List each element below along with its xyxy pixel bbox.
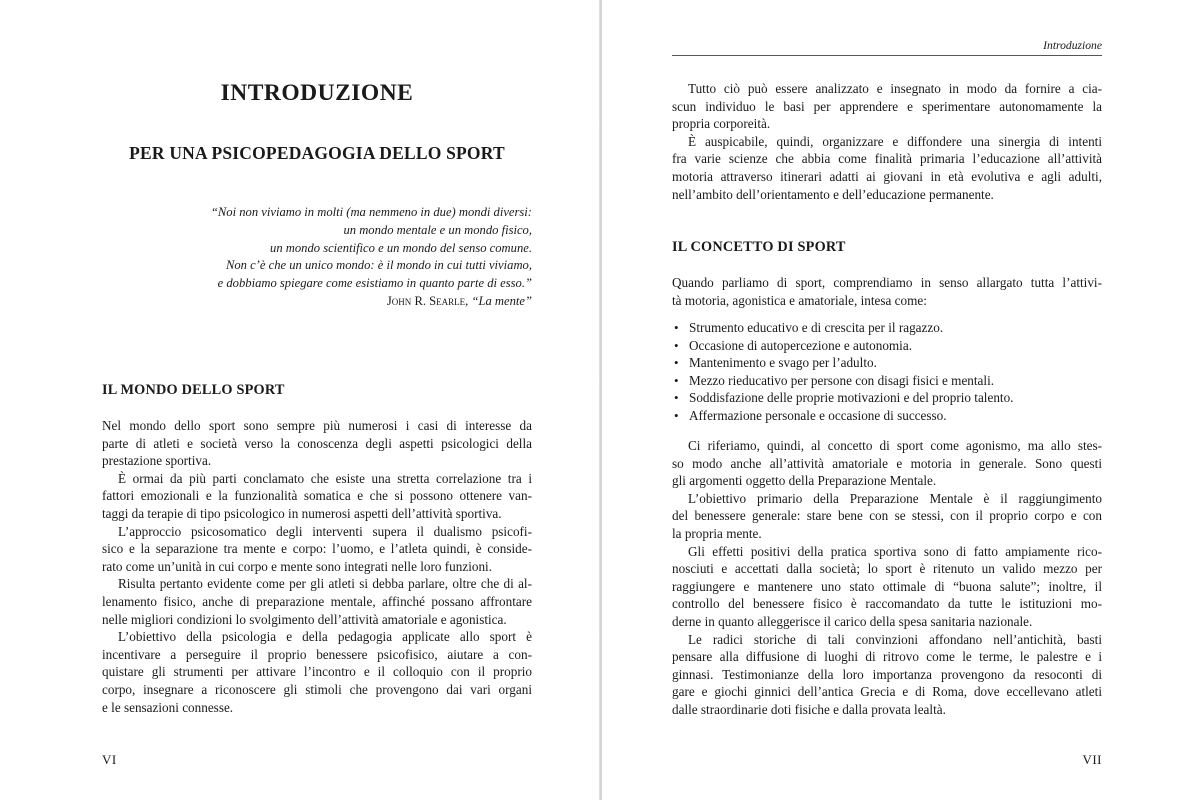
text-line: gli argomenti oggetto della Preparazione Mentale. [672, 473, 937, 489]
paragraph [102, 417, 532, 470]
text-line: fra varie scienze che abbia come finalità primaria l’educazione all’attività [672, 151, 1102, 167]
bullet-item: • Soddisfazione delle proprie motivazioni e del proprio talento. [672, 389, 1102, 407]
paragraph [672, 80, 1102, 133]
section-heading-mondo-sport: IL MONDO DELLO SPORT [102, 382, 285, 398]
text-line: Gli effetti positivi della pratica sportiva sono di fatto ampiamente rico- [688, 543, 1102, 559]
text-line: lenamento fisico, anche di preparazione mentale, affinché possano affrontare [102, 593, 532, 609]
running-head-rule [672, 55, 1102, 56]
text-line: Ci riferiamo, quindi, al concetto di sport come agonismo, ma allo stes- [688, 438, 1102, 453]
paragraph [672, 133, 1102, 203]
page-number: VI [102, 752, 117, 767]
text-line: Tutto ciò può essere analizzato e insegnato in modo da fornire a cia- [688, 81, 1102, 96]
text-line: fattori emozionali e la funzionalità somatica e che si possono ottenere van- [102, 488, 532, 504]
paragraph [102, 575, 532, 628]
text-line: parte di atleti e società verso la conoscenza degli aspetti psicologici della [102, 435, 532, 451]
epigraph-work: “La mente” [471, 294, 532, 308]
epigraph-line: e dobbiamo spiegare come esistiamo in quanto parte di esso.” [217, 276, 532, 291]
epigraph-line: un mondo mentale e un mondo fisico, [343, 222, 532, 237]
section-heading-concetto-sport: IL CONCETTO DI SPORT [672, 239, 846, 255]
text-line: È ormai da più parti conclamato che esiste una stretta correlazione tra i [118, 470, 532, 486]
text-line: derne in quanto alleggerisce il carico della spesa sanitaria nazionale. [672, 613, 1033, 629]
text-line: Risulta pertanto evidente come per gli atleti si debba parlare, oltre che di al- [118, 576, 532, 592]
chapter-subtitle: PER UNA PSICOPEDAGOGIA DELLO SPORT [129, 143, 505, 163]
text-line: gare e giochi ginnici dell’antica Grecia e di Roma, dove eccellevano atleti [672, 684, 1102, 700]
text-line: e le sensazioni connesse. [102, 699, 234, 715]
text-line: L’obiettivo della psicologia e della pedagogia applicate allo sport è [118, 629, 532, 645]
bullet-item: • Mantenimento e svago per l’adulto. [672, 354, 1102, 372]
right-lead-text [672, 274, 1102, 309]
text-line: nosciuti e accettati dalla società; lo sport è ritenuto un valido mezzo per [672, 561, 1102, 577]
text-line: sico e la separazione tra mente e corpo: l’uomo, e l’atleta quindi, è conside- [102, 541, 532, 557]
bullet-item: • Strumento educativo e di crescita per il ragazzo. [672, 319, 1102, 337]
text-line: tà motoria, agonistica e amatoriale, intesa come: [672, 292, 927, 308]
bullet-item: • Mezzo rieducativo per persone con disagi fisici e mentali. [672, 372, 1102, 390]
text-line: motoria attraverso itinerari adatti ai giovani in età evolutiva e agli adulti, [672, 168, 1102, 184]
text-line: scun individuo le basi per apprendere e sperimentare autonomamente la [672, 98, 1102, 114]
text-line: nelle migliori condizioni lo svolgimento dell’attività amatoriale e agonistica. [102, 611, 507, 627]
page-number: VII [1082, 752, 1102, 767]
text-line: nell’ambito dell’orientamento e dell’educazione permanente. [672, 186, 994, 202]
bullet-item: • Affermazione personale e occasione di successo. [672, 407, 1102, 425]
text-line: Le radici storiche di tali convinzioni affondano nell’antichità, basti [688, 631, 1102, 647]
text-line: Quando parliamo di sport, comprendiamo in senso allargato tutta l’attivi- [672, 275, 1102, 290]
text-line: la propria mente. [672, 525, 762, 541]
text-line: so modo anche all’attività amatoriale e motoria in generale. Sono questi [672, 455, 1102, 471]
epigraph-author: John R. Searle, [386, 294, 469, 308]
text-line: propria corporeità. [672, 116, 771, 132]
paragraph [102, 523, 532, 576]
text-line: rato come un’unità in cui corpo e mente sono integrati nelle loro funzioni. [102, 558, 493, 574]
text-line: dalle straordinarie doti fisiche e dalla provata lealtà. [672, 701, 946, 717]
running-head: Introduzione [1043, 39, 1102, 52]
right-top-text [672, 80, 1102, 203]
text-line: del benessere generale: stare bene con se stessi, con il proprio corpo e con [672, 508, 1102, 524]
bullet-item: • Occasione di autopercezione e autonomia. [672, 337, 1102, 355]
text-line: incentivare a perseguire il proprio benessere psicofisico, aiutare a con- [102, 646, 532, 662]
text-line: raggiungere e mantenere uno stato ottimale di “buona salute”; inoltre, il [672, 578, 1102, 594]
right-body-text [672, 437, 1102, 719]
paragraph [102, 628, 532, 716]
paragraph [672, 437, 1102, 490]
epigraph-attribution [160, 293, 532, 310]
chapter-title: INTRODUZIONE [220, 80, 414, 106]
paragraph [672, 631, 1102, 719]
text-line: pensare alla diffusione di luoghi di ritrovo come le terme, le palestre e i [672, 649, 1102, 665]
paragraph [672, 490, 1102, 543]
text-line: È auspicabile, quindi, organizzare e diffondere una sinergia di intenti [688, 133, 1102, 149]
text-line: ginnasi. Testimonianze della loro importanza provengono da resoconti di [672, 666, 1102, 682]
epigraph-line: “Noi non viviamo in molti (ma nemmeno in due) mondi diversi: [210, 205, 532, 219]
epigraph-line: un mondo scientifico e un mondo del senso comune. [270, 240, 532, 255]
paragraph [102, 470, 532, 523]
right-page [602, 0, 1200, 800]
text-line: L’approccio psicosomatico degli interventi supera il dualismo psicofi- [118, 523, 532, 539]
paragraph [672, 274, 1102, 309]
sport-definition-list [672, 319, 1102, 425]
text-line: quistare gli strumenti per attivare l’incontro e il colloquio con il proprio [102, 664, 532, 680]
text-line: taggi da terapie di tipo psicologico in numerosi aspetti dell’attività sportiva. [102, 505, 502, 521]
text-line: prestazione sportiva. [102, 453, 212, 469]
paragraph [672, 543, 1102, 631]
epigraph-quote [160, 204, 532, 293]
text-line: corpo, insegnare a riconoscere gli stimoli che provengono dai vari organi [102, 681, 532, 697]
text-line: Nel mondo dello sport sono sempre più numerosi i casi di interesse da [102, 418, 532, 433]
text-line: L’obiettivo primario della Preparazione Mentale è il raggiungimento [688, 490, 1102, 506]
left-body-text [102, 417, 532, 716]
text-line: controllo del benessere fisico è raccomandato da tutte le istituzioni mo- [672, 596, 1102, 612]
epigraph-line: Non c’è che un unico mondo: è il mondo in cui tutti viviamo, [225, 258, 532, 273]
